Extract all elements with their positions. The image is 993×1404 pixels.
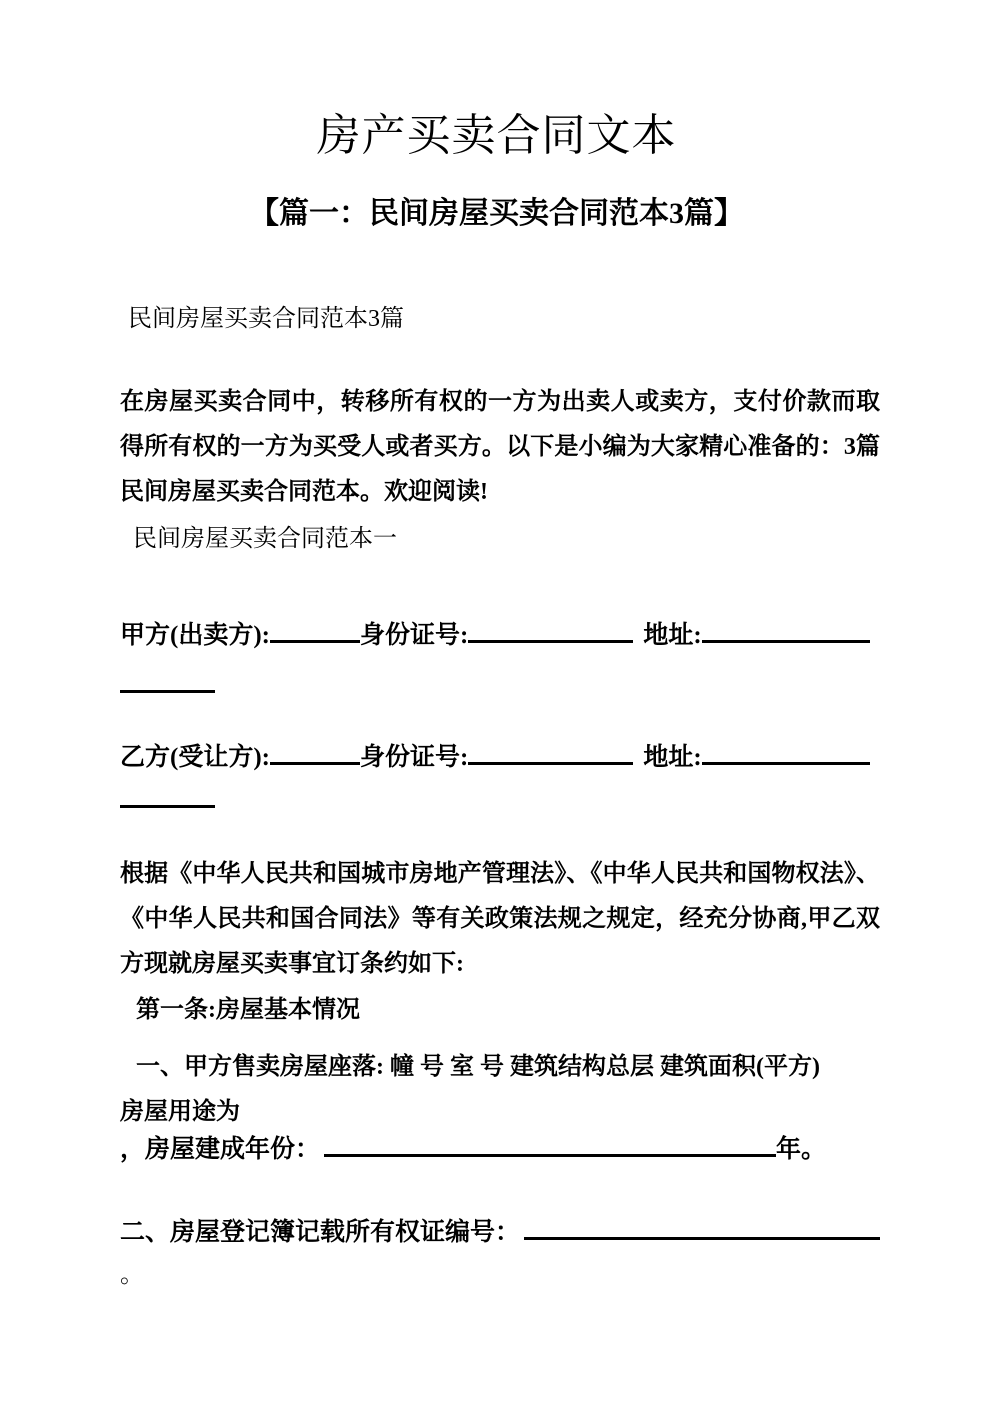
clause-1-line-1: 一、甲方售卖房屋座落: 幢 号 室 号 建筑结构总层 建筑面积(平方) bbox=[136, 1054, 820, 1080]
legal-basis-paragraph: 根据《中华人民共和国城市房地产管理法》、《中华人民共和国物权法》、《中华人民共和国合同法》等有关政策法规之规定，经充分协商,甲乙双方现就房屋买卖事宜订条约如下: bbox=[120, 861, 880, 977]
build-year-suffix: 年。 bbox=[776, 1136, 827, 1163]
heading-sample-one: 民间房屋买卖合同范本一 bbox=[133, 526, 397, 552]
party-b-continuation-blank bbox=[120, 775, 215, 808]
trailing-period: 。 bbox=[120, 1262, 144, 1288]
build-year-line bbox=[120, 1122, 826, 1174]
party-a-continuation-line bbox=[120, 660, 215, 711]
article-1-heading: 第一条:房屋基本情况 bbox=[136, 997, 360, 1023]
clause-1-line-2: 房屋用途为 bbox=[120, 1099, 240, 1125]
party-b-address-label: 地址: bbox=[643, 744, 702, 771]
party-b-id-blank bbox=[468, 732, 633, 765]
party-a-address-label: 地址: bbox=[643, 622, 702, 649]
section-one-title: 【篇一：民间房屋买卖合同范本3篇】 bbox=[249, 197, 744, 230]
party-b-name-blank bbox=[270, 732, 360, 765]
clause-2-line bbox=[120, 1205, 880, 1257]
party-a-id-blank bbox=[468, 610, 633, 643]
party-a-id-label: 身份证号: bbox=[359, 622, 469, 649]
document-title: 房产买卖合同文本 bbox=[316, 111, 677, 160]
party-a-continuation-blank bbox=[120, 660, 215, 693]
party-b-line bbox=[120, 732, 870, 783]
party-a-line bbox=[120, 610, 870, 661]
intro-paragraph: 在房屋买卖合同中，转移所有权的一方为出卖人或卖方，支付价款而取得所有权的一方为买受人或者买方。以下是小编为大家精心准备的：3篇民间房屋买卖合同范本。欢迎阅读! bbox=[120, 389, 880, 505]
party-a-address-blank bbox=[702, 610, 870, 643]
build-year-blank bbox=[324, 1122, 776, 1157]
party-b-continuation-line bbox=[120, 775, 215, 826]
cert-number-blank bbox=[524, 1205, 880, 1240]
party-a-label: 甲方(出卖方): bbox=[120, 622, 270, 649]
party-b-id-label: 身份证号: bbox=[359, 744, 469, 771]
party-b-label: 乙方(受让方): bbox=[120, 744, 270, 771]
clause-2-prefix: 二、房屋登记簿记载所有权证编号： bbox=[120, 1219, 521, 1246]
party-b-address-blank bbox=[702, 732, 870, 765]
build-year-prefix: ，房屋建成年份： bbox=[120, 1136, 321, 1163]
party-a-name-blank bbox=[270, 610, 360, 643]
heading-sample-list: 民间房屋买卖合同范本3篇 bbox=[128, 306, 404, 332]
